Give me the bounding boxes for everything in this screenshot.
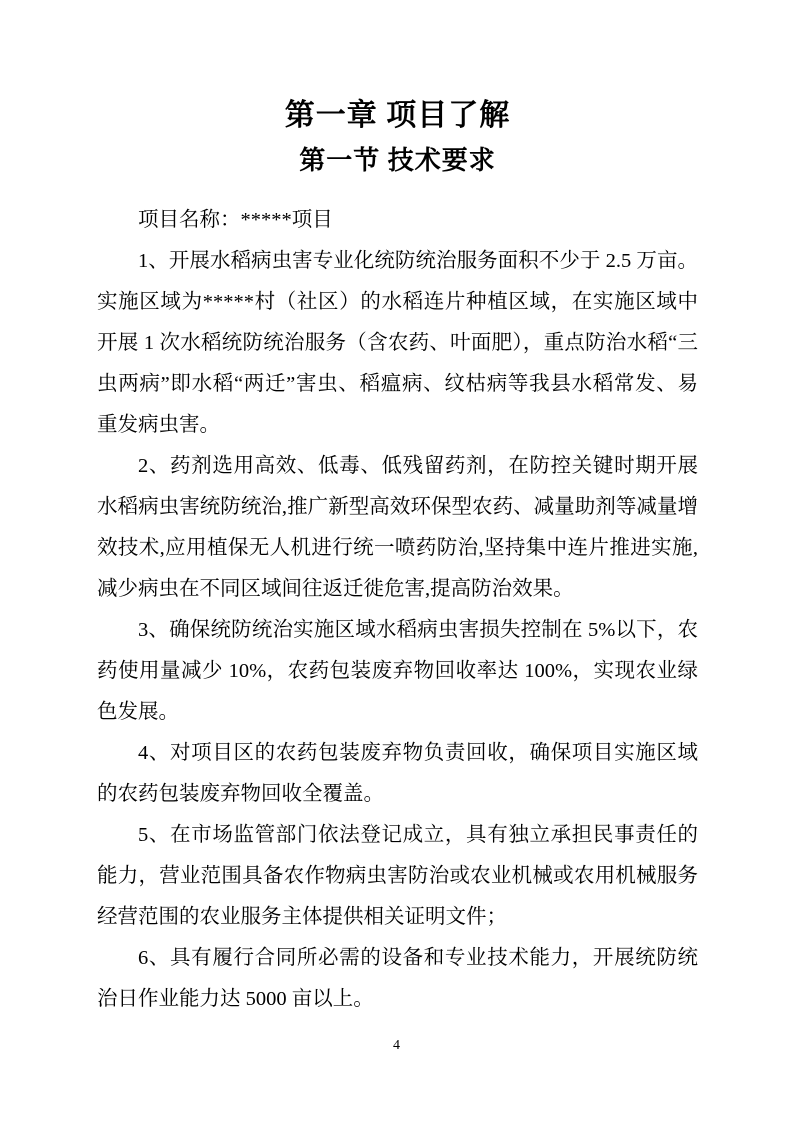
paragraph-project-name: 项目名称：*****项目 bbox=[138, 208, 333, 231]
paragraph-item-4: 4、对项目区的农药包装废弃物负责回收，确保项目实施区域的农药包装废弃物回收全覆盖。 bbox=[97, 741, 698, 805]
paragraph-item-6: 6、具有履行合同所必需的设备和专业技术能力，开展统防统治日作业能力达 5000 亩以上。 bbox=[97, 946, 698, 1010]
paragraph-item-5: 5、在市场监管部门依法登记成立，具有独立承担民事责任的能力，营业范围具备农作物病虫害防治或农业机械或农用机械服务经营范围的农业服务主体提供相关证明文件； bbox=[97, 823, 698, 928]
document-body bbox=[97, 200, 698, 1020]
page-number: 4 bbox=[393, 1038, 400, 1053]
section-title: 第一节 技术要求 bbox=[299, 146, 496, 175]
paragraph-item-1: 1、开展水稻病虫害专业化统防统治服务面积不少于 2.5 万亩。实施区域为*****村（社区）的水稻连片种植区域，在实施区域中开展 1 次水稻统防统治服务（含农药、叶面肥），重点防治水稻“三虫两病”即水稻“两迁”害虫、稻瘟病、纹枯病等我县水稻常发、易重发病虫害。 bbox=[97, 249, 698, 436]
paragraph-item-3: 3、确保统防统治实施区域水稻病虫害损失控制在 5%以下，农药使用量减少 10%，农药包装废弃物回收率达 100%，实现农业绿色发展。 bbox=[97, 618, 698, 723]
paragraph-item-2: 2、药剂选用高效、低毒、低残留药剂，在防控关键时期开展水稻病虫害统防统治,推广新型高效环保型农药、减量助剂等减量增效技术,应用植保无人机进行统一喷药防治,坚持集中连片推进实施,减少病虫在不同区域间往返迁徙危害,提高防治效果。 bbox=[97, 454, 698, 600]
chapter-title: 第一章 项目了解 bbox=[284, 99, 511, 132]
